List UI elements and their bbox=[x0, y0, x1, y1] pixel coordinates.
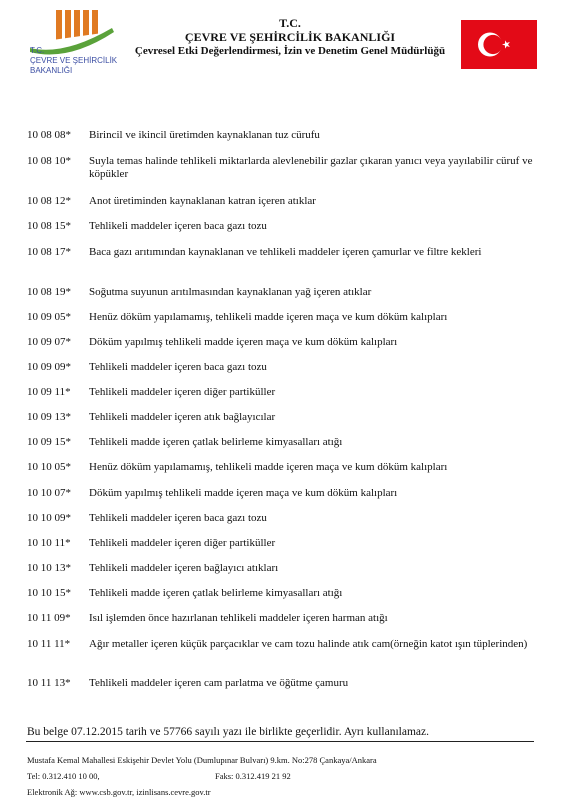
waste-code: 10 10 05* bbox=[27, 461, 71, 473]
waste-code: 10 10 13* bbox=[27, 562, 71, 574]
footer-address: Mustafa Kemal Mahallesi Eskişehir Devlet Yolu (Dumlupınar Bulvarı) 9.km. No:278 Çankaya/Ankara bbox=[27, 755, 377, 765]
waste-code: 10 08 10* bbox=[27, 155, 71, 167]
waste-code: 10 08 12* bbox=[27, 195, 71, 207]
waste-description: Döküm yapılmış tehlikeli madde içeren maça ve kum döküm kalıpları bbox=[89, 336, 398, 348]
waste-description: Tehlikeli maddeler içeren atık bağlayıcılar bbox=[89, 411, 276, 423]
waste-description: Anot üretiminden kaynaklanan katran içeren atıklar bbox=[89, 195, 316, 207]
waste-code: 10 08 17* bbox=[27, 246, 71, 258]
waste-description: Baca gazı arıtımından kaynaklanan ve tehlikeli maddeler içeren çamurlar ve filtre kekleri bbox=[89, 246, 482, 258]
waste-description: Suyla temas halinde tehlikeli miktarlarda alevlenebilir gazlar çıkaran yanıcı veya yayılabilir cüruf ve köpükler bbox=[89, 155, 533, 180]
waste-description: Tehlikeli madde içeren çatlak belirleme kimyasalları atığı bbox=[89, 587, 343, 599]
header-tc: T.C. bbox=[279, 16, 301, 30]
logo-line-1: T.C. bbox=[30, 46, 45, 55]
validity-note: Bu belge 07.12.2015 tarih ve 57766 sayılı yazı ile birlikte geçerlidir. Ayrı kullanılamaz. bbox=[27, 726, 429, 738]
waste-code: 10 11 09* bbox=[27, 612, 71, 624]
waste-code: 10 08 15* bbox=[27, 220, 71, 232]
logo-line-3: BAKANLIĞI bbox=[30, 66, 73, 75]
header-ministry: ÇEVRE VE ŞEHİRCİLİK BAKANLIĞI bbox=[184, 30, 396, 44]
waste-description: Tehlikeli maddeler içeren baca gazı tozu bbox=[89, 512, 267, 524]
waste-description: Tehlikeli madde içeren çatlak belirleme kimyasalları atığı bbox=[89, 436, 343, 448]
waste-code: 10 08 19* bbox=[27, 286, 71, 298]
footer-contact bbox=[27, 771, 291, 781]
waste-code: 10 10 15* bbox=[27, 587, 71, 599]
waste-description: Soğutma suyunun arıtılmasından kaynaklanan yağ içeren atıklar bbox=[89, 286, 372, 298]
waste-code: 10 08 08* bbox=[27, 129, 71, 141]
waste-code: 10 10 11* bbox=[27, 537, 71, 549]
waste-description: Tehlikeli maddeler içeren cam parlatma ve öğütme çamuru bbox=[89, 677, 349, 689]
footer-divider bbox=[26, 741, 534, 742]
waste-description: Ağır metaller içeren küçük parçacıklar ve cam tozu halinde atık cam(örneğin katot ışın tüplerinden) bbox=[89, 638, 528, 650]
logo-line-2: ÇEVRE VE ŞEHİRCİLİK bbox=[30, 56, 118, 65]
waste-code: 10 10 09* bbox=[27, 512, 71, 524]
waste-description: Tehlikeli maddeler içeren diğer partiküller bbox=[89, 537, 276, 549]
turkish-flag-icon bbox=[461, 20, 537, 69]
waste-description: Henüz döküm yapılamamış, tehlikeli madde içeren maça ve kum döküm kalıpları bbox=[89, 461, 448, 473]
waste-description: Henüz döküm yapılamamış, tehlikeli madde içeren maça ve kum döküm kalıpları bbox=[89, 311, 448, 323]
waste-description: Isıl işlemden önce hazırlanan tehlikeli maddeler içeren harman atığı bbox=[89, 612, 388, 624]
waste-code: 10 09 11* bbox=[27, 386, 71, 398]
waste-code: 10 09 15* bbox=[27, 436, 71, 448]
waste-code: 10 11 11* bbox=[27, 638, 71, 650]
waste-description: Tehlikeli maddeler içeren baca gazı tozu bbox=[89, 361, 267, 373]
footer-fax: Faks: 0.312.419 21 92 bbox=[215, 771, 291, 781]
waste-code: 10 09 05* bbox=[27, 311, 71, 323]
waste-code: 10 11 13* bbox=[27, 677, 71, 689]
waste-description: Tehlikeli maddeler içeren baca gazı tozu bbox=[89, 220, 267, 232]
waste-code: 10 09 13* bbox=[27, 411, 71, 423]
footer-web: Elektronik Ağ: www.csb.gov.tr, izinlisans.cevre.gov.tr bbox=[27, 787, 211, 797]
document-header bbox=[100, 16, 480, 58]
header-directorate: Çevresel Etki Değerlendirmesi, İzin ve Denetim Genel Müdürlüğü bbox=[134, 45, 446, 57]
waste-code: 10 09 09* bbox=[27, 361, 71, 373]
waste-description: Döküm yapılmış tehlikeli madde içeren maça ve kum döküm kalıpları bbox=[89, 487, 398, 499]
waste-description: Birincil ve ikincil üretimden kaynaklanan tuz cürufu bbox=[89, 129, 320, 141]
waste-description: Tehlikeli maddeler içeren bağlayıcı atıkları bbox=[89, 562, 279, 574]
waste-description: Tehlikeli maddeler içeren diğer partiküller bbox=[89, 386, 276, 398]
waste-code: 10 10 07* bbox=[27, 487, 71, 499]
waste-code: 10 09 07* bbox=[27, 336, 71, 348]
footer-tel: Tel: 0.312.410 10 00, bbox=[27, 771, 100, 781]
